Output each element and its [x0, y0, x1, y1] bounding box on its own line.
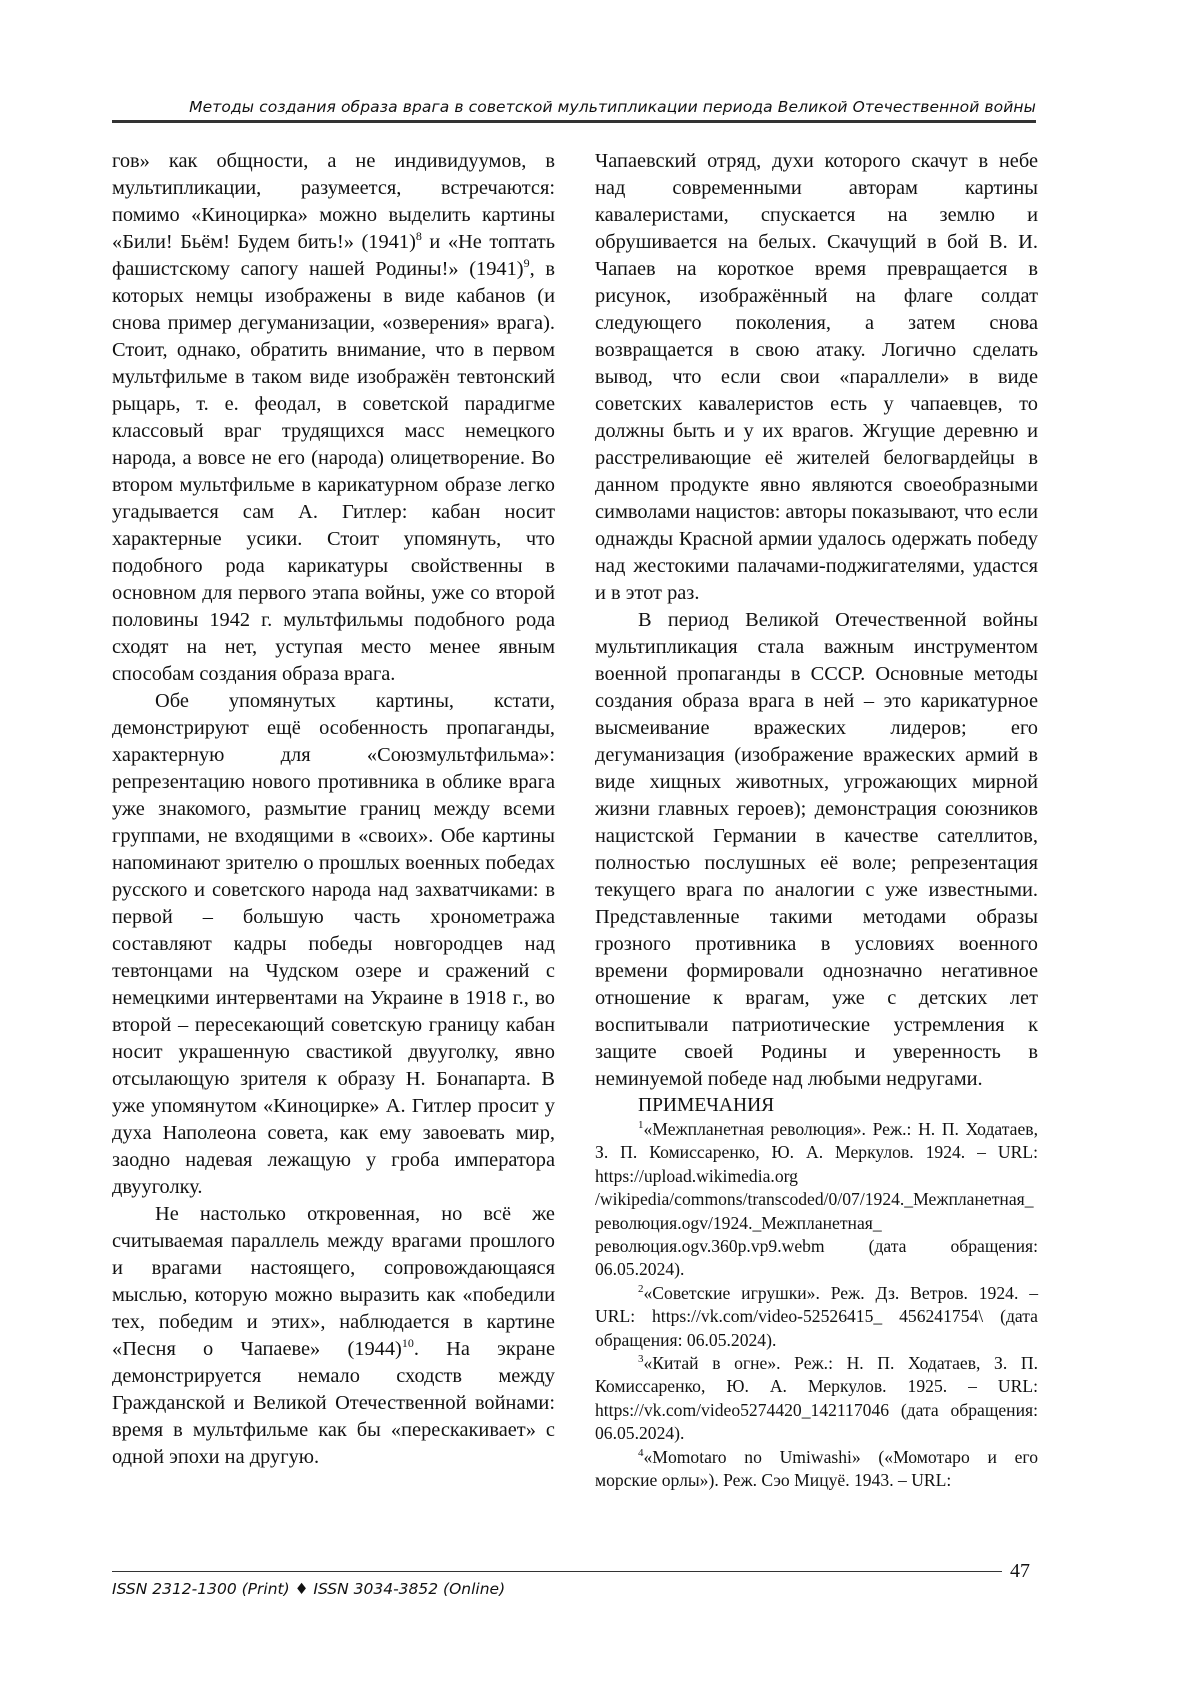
right-column	[595, 148, 1038, 1493]
footnote-ref: 8	[415, 229, 422, 244]
footnote-text: «Momotaro no Umiwashi» («Момотаро и его морские орлы»). Реж. Сэо Мицуё. 1943. – URL:	[595, 1446, 1038, 1491]
left-column	[112, 148, 555, 1471]
footnote-ref: 9	[523, 256, 530, 271]
footnote	[595, 1446, 1038, 1493]
footnote	[595, 1352, 1038, 1446]
footnote	[595, 1282, 1038, 1352]
footnote-number: 4	[638, 1446, 644, 1459]
footnote-number: 1	[638, 1119, 644, 1132]
text-run: . На экране демонстрируется немало сходств между Гражданской и Великой Отечественной войнами: время в мультфильме как бы «перескакивает» с одной эпохи на другую.	[112, 1338, 555, 1468]
footnote-text: «Межпланетная революция». Реж.: Н. П. Ходатаев, З. П. Комиссаренко, Ю. А. Меркулов. 1924. – URL: https://upload.wikimedia.org /wikipedia/commons/transcoded/0/07/1924._Межпланетная_революция.ogv/1924._Межпланетная_ революция.ogv.360p.vp9.webm (дата обращения: 06.05.2024).	[595, 1119, 1038, 1280]
footnote-text: «Советские игрушки». Реж. Дз. Ветров. 1924. – URL: https://vk.com/video-52526415_ 456241754\ (дата обращения: 06.05.2024).	[595, 1282, 1038, 1350]
paragraph: Обе упомянутых картины, кстати, демонстрируют ещё особенность пропаганды, характерную для «Союзмультфильма»: репрезентацию нового противника в облике врага уже знакомого, размытие границ между всеми группами, не входящими в «своих». Обе картины напоминают зрителю о прошлых военных победах русского и советского народа над захватчиками: в первой – большую часть хронометража составляют кадры победы новгородцев над тевтонцами на Чудском озере и сражений с немецкими интервентами на Украине в 1918 г., во второй – пересекающий советскую границу кабан носит украшенную свастикой двууголку, явно отсылающую зрителя к образу Н. Бонапарта. В уже упомянутом «Киноцирке» А. Гитлер просит у духа Наполеона совета, как ему завоевать мир, заодно надевая лежащую у гроба императора двууголку.	[112, 690, 555, 1198]
footnote-number: 2	[638, 1282, 644, 1295]
paragraph	[112, 1201, 555, 1471]
footnote-text: «Китай в огне». Реж.: Н. П. Ходатаев, З. П. Комиссаренко, Ю. А. Меркулов. 1925. – URL: https://vk.com/video5274420_142117046 (дата обращения: 06.05.2024).	[595, 1353, 1038, 1444]
footer-issn: ISSN 2312-1300 (Print) ♦ ISSN 3034-3852 (Online)	[112, 1580, 506, 1598]
text-run: гов» как общности, а не индивидуумов, в мультипликации, разумеется, встречаются: помимо «Киноцирка» можно выделить картины «Били! Бьём! Будем бить!» (1941)	[112, 150, 555, 253]
paragraph	[112, 148, 555, 688]
footnote-number: 3	[638, 1353, 644, 1366]
footer-rule	[112, 1571, 1002, 1572]
paragraph: Чапаевский отряд, духи которого скачут в небе над современными авторам картины кавалеристами, спускается на землю и обрушивается на белых. Скачущий в бой В. И. Чапаев на короткое время превращается в рисунок, изображённый на флаге солдат следующего поколения, а затем снова возвращается в свою атаку. Логично сделать вывод, что если свои «параллели» в виде советских кавалеристов есть у чапаевцев, то должны быть и у их врагов. Жгущие деревню и расстреливающие её жителей белогвардейцы в данном продукте явно являются своеобразными символами нацистов: авторы показывают, что если однажды Красной армии удалось одержать победу над жестокими палачами-поджигателями, удастся и в этот раз.	[595, 150, 1038, 604]
page-number: 47	[1010, 1560, 1030, 1582]
notes-heading: ПРИМЕЧАНИЯ	[638, 1095, 775, 1116]
running-header: Методы создания образа врага в советской мультипликации периода Великой Отечественной войны	[112, 98, 1036, 123]
text-run: , в которых немцы изображены в виде кабанов (и снова пример дегуманизации, «озверения» врага). Стоит, однако, обратить внимание, что в первом мультфильме в таком виде изображён тевтонский рыцарь, т. е. феодал, в советской парадигме классовый враг трудящихся масс немецкого народа, а вовсе не его (народа) олицетворение. Во втором мультфильме в карикатурном образе легко угадывается сам А. Гитлер: кабан носит характерные усики. Стоит упомянуть, что подобного рода карикатуры свойственны в основном для первого этапа войны, уже со второй половины 1942 г. мультфильмы подобного рода сходят на нет, уступая место менее явным способам создания образа врага.	[112, 258, 555, 685]
footnote	[595, 1118, 1038, 1282]
text-run: Не настолько откровенная, но всё же считываемая параллель между врагами прошлого и врагами настоящего, сопровождающаяся мыслью, которую можно выразить как «победили тех, победим и этих», наблюдается в картине «Песня о Чапаеве» (1944)	[112, 1203, 555, 1360]
paragraph: В период Великой Отечественной войны мультипликация стала важным инструментом военной пропаганды в СССР. Основные методы создания образа врага в ней – это карикатурное высмеивание вражеских лидеров; его дегуманизация (изображение вражеских армий в виде хищных животных, угрожающих мирной жизни главных героев); демонстрация союзников нацистской Германии в качестве сателлитов, полностью послушных её воле; репрезентация текущего врага по аналогии с уже известными. Представленные такими методами образы грозного противника в условиях военного времени формировали однозначно негативное отношение к врагам, уже с детских лет воспитывали патриотические устремления к защите своей Родины и уверенность в неминуемой победе над любыми недругами.	[595, 609, 1038, 1090]
footnote-ref: 10	[401, 1336, 414, 1351]
text-run: и «Не топтать фашистскому сапогу нашей Родины!» (1941)	[112, 231, 555, 280]
